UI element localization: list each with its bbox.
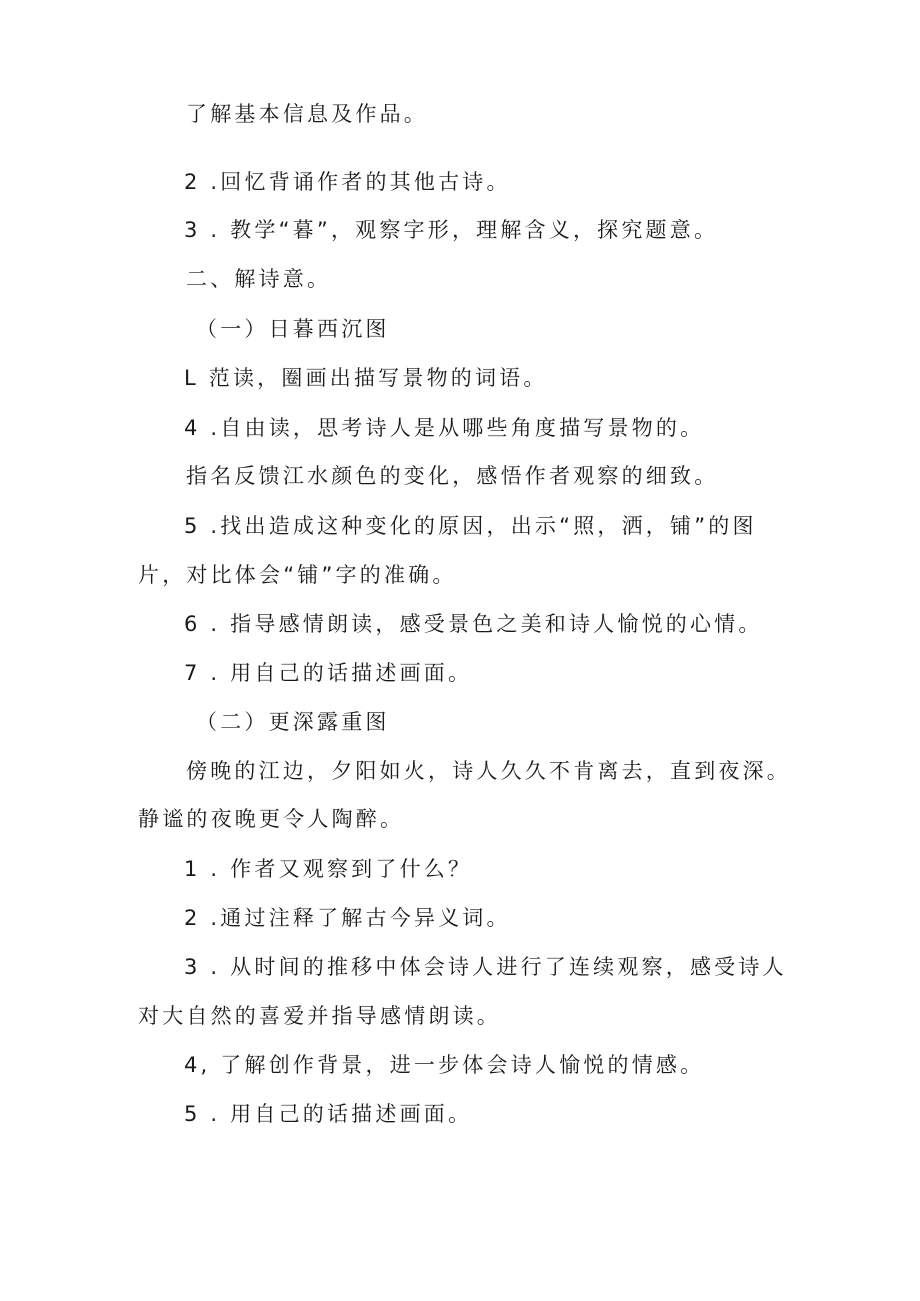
subsection-heading: （二）更深露重图	[196, 710, 390, 734]
text-line: 静谧的夜晚更令人陶醉。	[138, 807, 405, 831]
section-heading: 二、解诗意。	[186, 267, 332, 291]
text-line: 1 . 作者又观察到了什么？	[184, 857, 473, 881]
text-line: 5 .找出造成这种变化的原因，出示“照，洒，铺”的图	[184, 514, 757, 538]
text-line: 了解基本信息及作品。	[186, 102, 428, 126]
text-line: 2 .回忆背诵作者的其他古诗。	[184, 170, 511, 194]
text-line: 7 . 用自己的话描述画面。	[184, 661, 473, 685]
text-line: 指名反馈江水颜色的变化，感悟作者观察的细致。	[186, 464, 719, 488]
text-line: 片，对比体会“铺”字的准确。	[138, 563, 457, 587]
text-line: 6 . 指导感情朗读，感受景色之美和诗人愉悦的心情。	[184, 612, 763, 636]
text-line: 4 .自由读，思考诗人是从哪些角度描写景物的。	[184, 416, 705, 440]
text-line: 4, 了解创作背景，进一步体会诗人愉悦的情感。	[184, 1053, 705, 1077]
text-line: 3 . 从时间的推移中体会诗人进行了连续观察，感受诗人	[184, 955, 787, 979]
text-line: 3 . 教学“暮”，观察字形，理解含义，探究题意。	[184, 218, 719, 242]
text-line: 对大自然的喜爱并指导感情朗读。	[138, 1004, 501, 1028]
text-line: 2 .通过注释了解古今异义词。	[184, 906, 511, 930]
subsection-heading: （一）日暮西沉图	[196, 317, 390, 341]
text-line: L 范读，圈画出描写景物的词语。	[184, 366, 548, 390]
text-line: 5 . 用自己的话描述画面。	[184, 1102, 473, 1126]
text-line: 傍晚的江边，夕阳如火，诗人久久不肯离去，直到夜深。	[186, 759, 791, 783]
